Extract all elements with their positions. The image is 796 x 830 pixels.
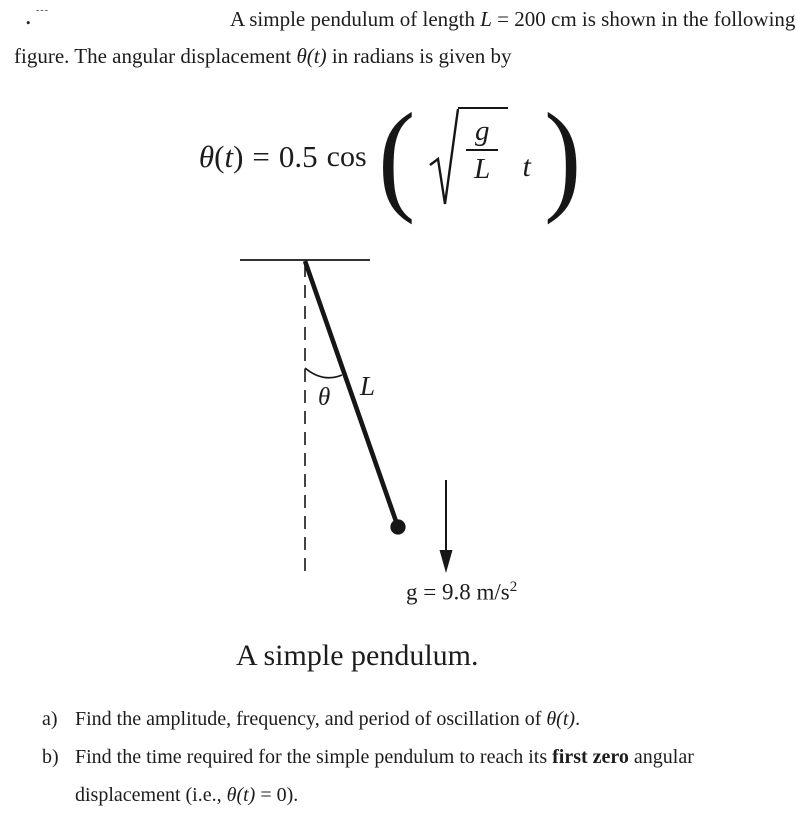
question-b-text-2: angular [628, 746, 694, 768]
intro-line-2 [14, 44, 511, 69]
theta-symbol: θ [198, 139, 215, 174]
question-b-text: Find the time required for the simple pendulum to reach its [75, 746, 553, 768]
angle-arc [305, 368, 342, 378]
question-a-period: . [575, 708, 581, 730]
figure-caption: A simple pendulum. [236, 639, 479, 672]
equals-sign: = [252, 139, 270, 174]
question-b-line2-text: displacement (i.e., [75, 784, 227, 806]
pendulum-figure [230, 248, 610, 626]
question-b-marker: b) [42, 746, 59, 768]
question-a-theta: θ(t) [546, 708, 576, 730]
pendulum-bob [390, 519, 405, 534]
fraction-denominator: L [474, 153, 491, 186]
theta-variable: θ(t) [296, 44, 327, 68]
time-symbol: t [224, 139, 234, 174]
question-a [42, 708, 580, 731]
intro-line2-text-2: in radians is given by [326, 44, 512, 68]
angle-label: θ [318, 384, 331, 411]
question-b-bold-text: first zero [552, 746, 629, 768]
lhs-close-paren: ) [233, 139, 244, 174]
g-over-L-fraction [466, 116, 499, 185]
gravity-exponent: 2 [509, 579, 518, 595]
gravity-label [406, 579, 517, 606]
scan-artifact-dot: . [25, 1, 32, 30]
question-a-text: Find the amplitude, frequency, and period of oscillation of [75, 708, 547, 730]
intro-line1-text-2: = 200 cm is shown in the following [491, 7, 796, 31]
radicand [458, 107, 509, 207]
amplitude-coefficient: 0.5 [278, 139, 318, 174]
big-close-paren: ) [543, 88, 582, 226]
question-a-marker: a) [42, 708, 58, 730]
cosine-function: cos [326, 140, 367, 173]
question-b [42, 746, 694, 769]
big-open-paren: ( [377, 88, 415, 226]
gravity-value: g = 9.8 m/s [406, 579, 510, 605]
length-label: L [360, 371, 376, 401]
intro-line1-text: A simple pendulum of length [230, 7, 481, 31]
argument-time-variable: t [522, 150, 531, 183]
equation-lhs [199, 139, 244, 175]
intro-line2-text: figure. The angular displacement [14, 44, 297, 68]
gravity-arrow-head [440, 550, 453, 573]
question-b-line-2 [75, 784, 298, 807]
square-root [429, 107, 509, 207]
pendulum-diagram [230, 248, 610, 626]
question-b-theta: θ(t) [226, 784, 256, 806]
question-b-line2-text-2: = 0). [255, 784, 299, 806]
fraction-numerator: g [466, 116, 499, 151]
length-variable: L [480, 7, 492, 31]
radical-sign-icon [429, 107, 459, 207]
intro-line-1 [230, 7, 795, 32]
lhs-open-paren: ( [214, 139, 225, 174]
pendulum-equation [0, 88, 782, 226]
scan-artifact-dashes: --- [36, 5, 49, 16]
